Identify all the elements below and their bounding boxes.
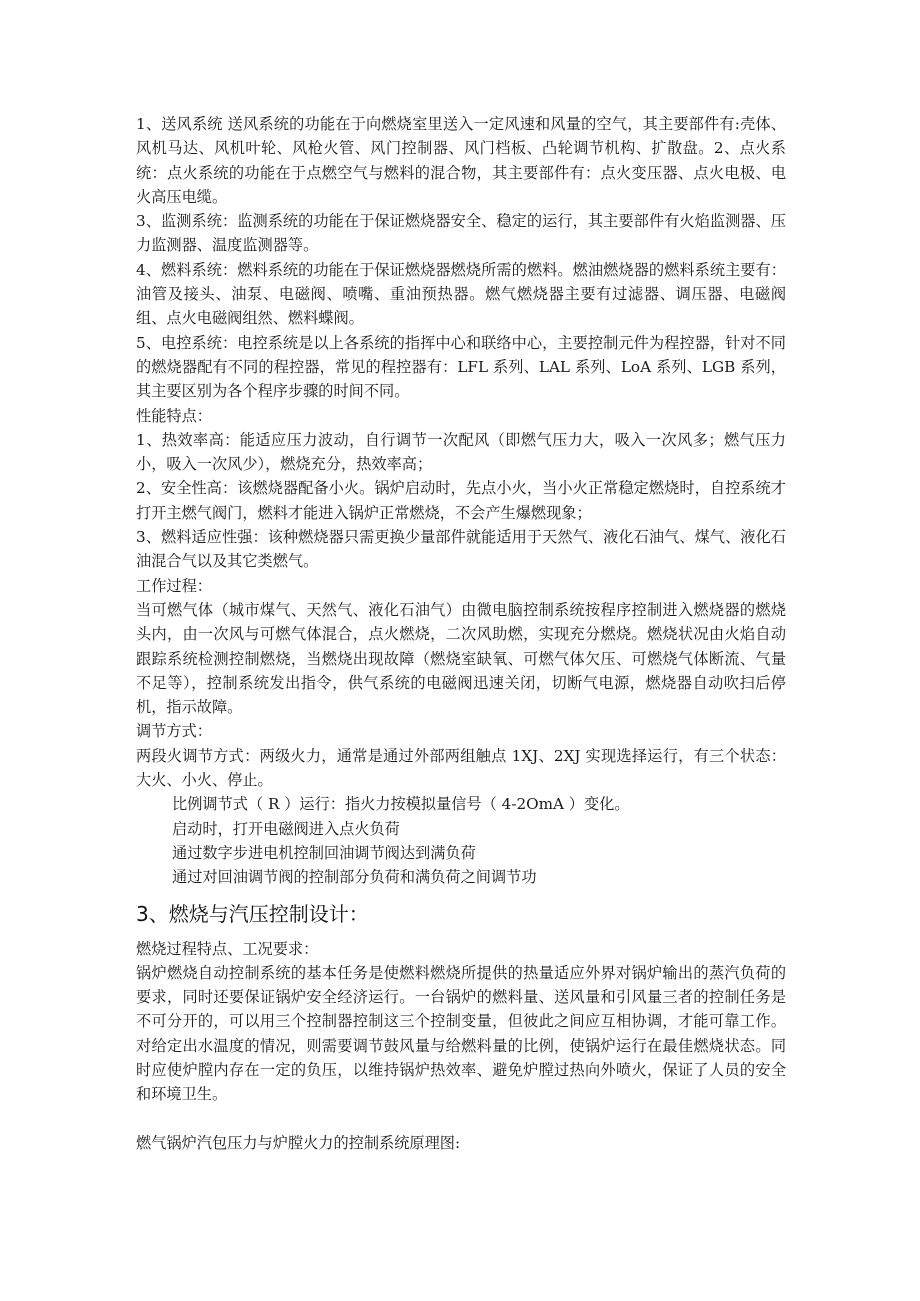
paragraph-electric-control: 5、电控系统：电控系统是以上各系统的指挥中心和联络中心，主要控制元件为程控器，针对不同的燃烧器配有不同的程控器，常见的程控器有：LFL 系列、LAL 系列、LoA 系列、LGB 系列，其主要区别为各个程序步骤的时间不同。 xyxy=(136,333,786,401)
paragraph-combustion-control: 锅炉燃烧自动控制系统的基本任务是使燃料燃烧所提供的热量适应外界对锅炉输出的蒸汽负荷的要求，同时还要保证锅炉安全经济运行。一台锅炉的燃料量、送风量和引风量三者的控制任务是不可分开的，可以用三个控制器控制这三个控制变量，但彼此之间应互相协调，才能可靠工作。对给定出水温度的情况，则需要调节鼓风量与给燃料量的比例，使锅炉运行在最佳燃烧状态。同时应使炉膛内存在一定的负压，以维持锅炉热效率、避免炉膛过热向外喷火，保证了人员的安全和环境卫生。 xyxy=(136,963,786,1104)
indented-line-return-valve: 通过对回油调节阀的控制部分负荷和满负荷之间调节功 xyxy=(172,868,537,887)
indented-line-proportional: 比例调节式（ R ）运行：指火力按模拟量信号（ 4-2OmA ）变化。 xyxy=(172,795,630,814)
document-page xyxy=(136,112,786,1155)
blank-line xyxy=(136,1107,786,1131)
paragraph-air-supply-ignition: 1、送风系统 送风系统的功能在于向燃烧室里送入一定风速和风量的空气，其主要部件有:壳体、风机马达、风机叶轮、风枪火管、风门控制器、风门档板、凸轮调节机构、扩散盘。2、点火系统：点火系统的功能在于点燃空气与燃料的混合物，其主要部件有：点火变压器、点火电极、电火高压电缆。 xyxy=(136,115,786,206)
paragraph-safety: 2、安全性高：该燃烧器配备小火。锅炉启动时，先点小火，当小火正常稳定燃烧时，自控系统才打开主燃气阀门，燃料才能进入锅炉正常燃烧，不会产生爆燃现象； xyxy=(136,479,786,522)
paragraph-thermal-efficiency: 1、热效率高：能适应压力波动，自行调节一次配风（即燃气压力大，吸入一次风多；燃气压力小，吸入一次风少），燃烧充分，热效率高； xyxy=(136,430,786,474)
paragraph-diagram-caption: 燃气锅炉汽包压力与炉膛火力的控制系统原理图: xyxy=(136,1133,461,1152)
label-regulation-mode: 调节方式： xyxy=(136,722,212,741)
paragraph-working-process: 当可燃气体（城市煤气、天然气、液化石油气）由微电脑控制系统按程序控制进入燃烧器的燃烧头内，由一次风与可燃气体混合，点火燃烧，二次风助燃，实现充分燃烧。燃烧状况由火焰自动跟踪系统检测控制燃烧，当燃烧出现故障（燃烧室缺氧、可燃气体欠压、可燃烧气体断流、气量不足等），控制系统发出指令，供气系统的电磁阀迅速关闭，切断气电源，燃烧器自动吹扫后停机，指示故障。 xyxy=(136,600,786,717)
section-heading: 3、燃烧与汽压控制设计： xyxy=(136,901,369,926)
paragraph-fuel-adaptability: 3、燃料适应性强：该种燃烧器只需更换少量部件就能适用于天然气、液化石油气、煤气、液化石油混合气以及其它类燃气。 xyxy=(136,528,786,571)
label-performance: 性能特点： xyxy=(136,406,212,425)
paragraph-two-stage: 两段火调节方式：两级火力，通常是通过外部两组触点 1XJ、2XJ 实现选择运行，有三个状态：大火、小火、停止。 xyxy=(136,746,786,790)
paragraph-monitoring-system: 3、监测系统：监测系统的功能在于保证燃烧器安全、稳定的运行，其主要部件有火焰监测器、压力监测器、温度监测器等。 xyxy=(136,212,786,255)
paragraph-fuel-system: 4、燃料系统：燃料系统的功能在于保证燃烧器燃烧所需的燃料。燃油燃烧器的燃料系统主要有：油管及接头、油泵、电磁阀、喷嘴、重油预热器。燃气燃烧器主要有过滤器、调压器、电磁阀组、点火电磁阀组然、燃料蝶阀。 xyxy=(136,260,786,328)
indented-line-stepper-motor: 通过数字步进电机控制回油调节阀达到满负荷 xyxy=(172,843,476,862)
label-working-process: 工作过程： xyxy=(136,576,212,595)
label-combustion-characteristics: 燃烧过程特点、工况要求： xyxy=(136,939,319,958)
indented-line-startup: 启动时，打开电磁阀进入点火负荷 xyxy=(172,819,400,838)
